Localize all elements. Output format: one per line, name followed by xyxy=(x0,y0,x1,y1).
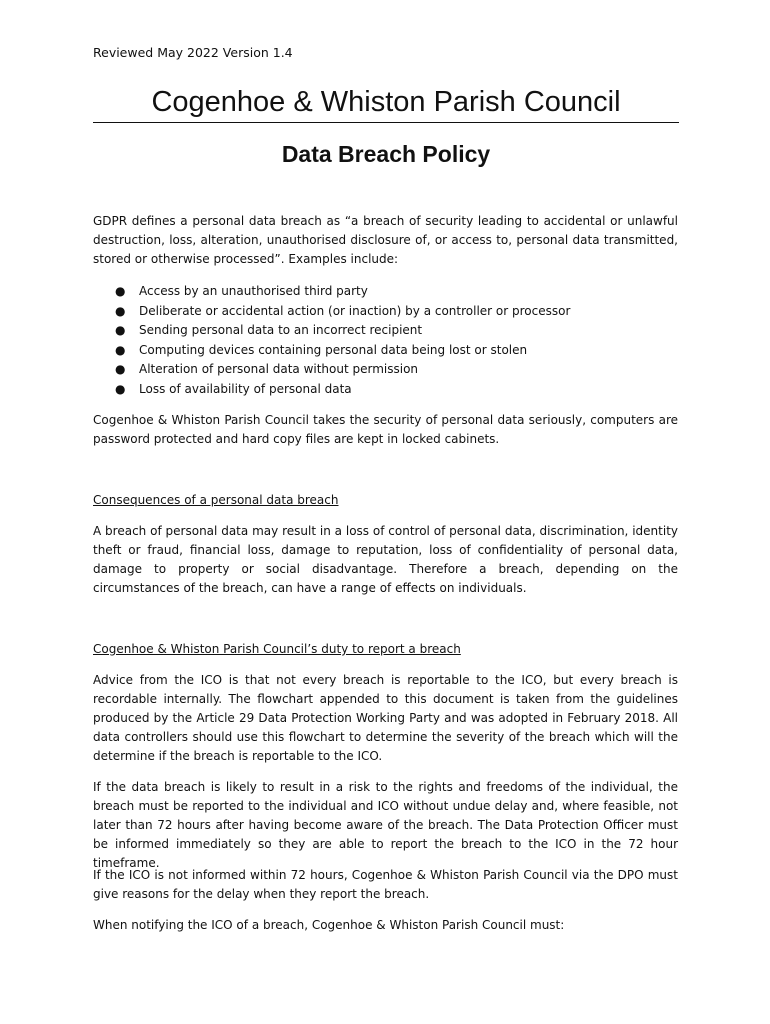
list-item: ● Sending personal data to an incorrect recipient xyxy=(93,321,570,341)
list-item: ● Deliberate or accidental action (or inaction) by a controller or processor xyxy=(93,302,570,322)
list-item: ● Alteration of personal data without permission xyxy=(93,360,570,380)
bullet-icon: ● xyxy=(115,323,126,338)
list-item: ● Access by an unauthorised third party xyxy=(93,282,570,302)
bullet-icon: ● xyxy=(115,284,126,298)
bullet-icon: ● xyxy=(115,342,126,357)
breach-examples-list xyxy=(93,282,570,400)
duty-paragraph-1: Advice from the ICO is that not every breach is reportable to the ICO, but every breach is recordable internally. The flowchart appended to this document is taken from the guidelines produced by the Article 29 Data Protection Working Party and was adopted in February 2018. All data controllers should use this flowchart to determine the severity of the breach which will the determine if the breach is reportable to the ICO. xyxy=(93,673,678,763)
consequences-paragraph: A breach of personal data may result in a loss of control of personal data, discrimination, identity theft or fraud, financial loss, damage to reputation, loss of confidentiality of personal data, damage to property or social disadvantage. Therefore a breach, depending on the circumstances of the breach, can have a range of effects on individuals. xyxy=(93,524,678,595)
duty-heading: Cogenhoe & Whiston Parish Council’s duty to report a breach xyxy=(93,642,461,656)
bullet-icon: ● xyxy=(115,303,126,318)
policy-title: Data Breach Policy xyxy=(281,141,491,167)
council-name-heading: Cogenhoe & Whiston Parish Council xyxy=(93,86,679,123)
list-item: ● Computing devices containing personal data being lost or stolen xyxy=(93,341,570,361)
bullet-icon: ● xyxy=(115,362,126,377)
list-item: ● Loss of availability of personal data xyxy=(93,380,570,400)
review-note: Reviewed May 2022 Version 1.4 xyxy=(93,45,293,60)
duty-paragraph-2: If the data breach is likely to result in a risk to the rights and freedoms of the individual, the breach must be reported to the individual and ICO without undue delay and, where feasible, not later than 72 hours after having become aware of the breach. The Data Protection Officer must be informed immediately so they are able to report the breach to the ICO in the 72 hour timeframe. xyxy=(93,780,678,870)
consequences-heading: Consequences of a personal data breach xyxy=(93,493,339,507)
bullet-icon: ● xyxy=(115,381,126,396)
security-statement-paragraph: Cogenhoe & Whiston Parish Council takes the security of personal data seriously, computers are password protected and hard copy files are kept in locked cabinets. xyxy=(93,413,678,446)
duty-paragraph-4: When notifying the ICO of a breach, Cogenhoe & Whiston Parish Council must: xyxy=(93,918,565,932)
duty-paragraph-3: If the ICO is not informed within 72 hours, Cogenhoe & Whiston Parish Council via the DPO must give reasons for the delay when they report the breach. xyxy=(93,868,678,901)
breach-definition-paragraph: GDPR defines a personal data breach as “a breach of security leading to accidental or unlawful destruction, loss, alteration, unauthorised disclosure of, or access to, personal data transmitted, stored or otherwise processed”. Examples include: xyxy=(93,214,678,266)
